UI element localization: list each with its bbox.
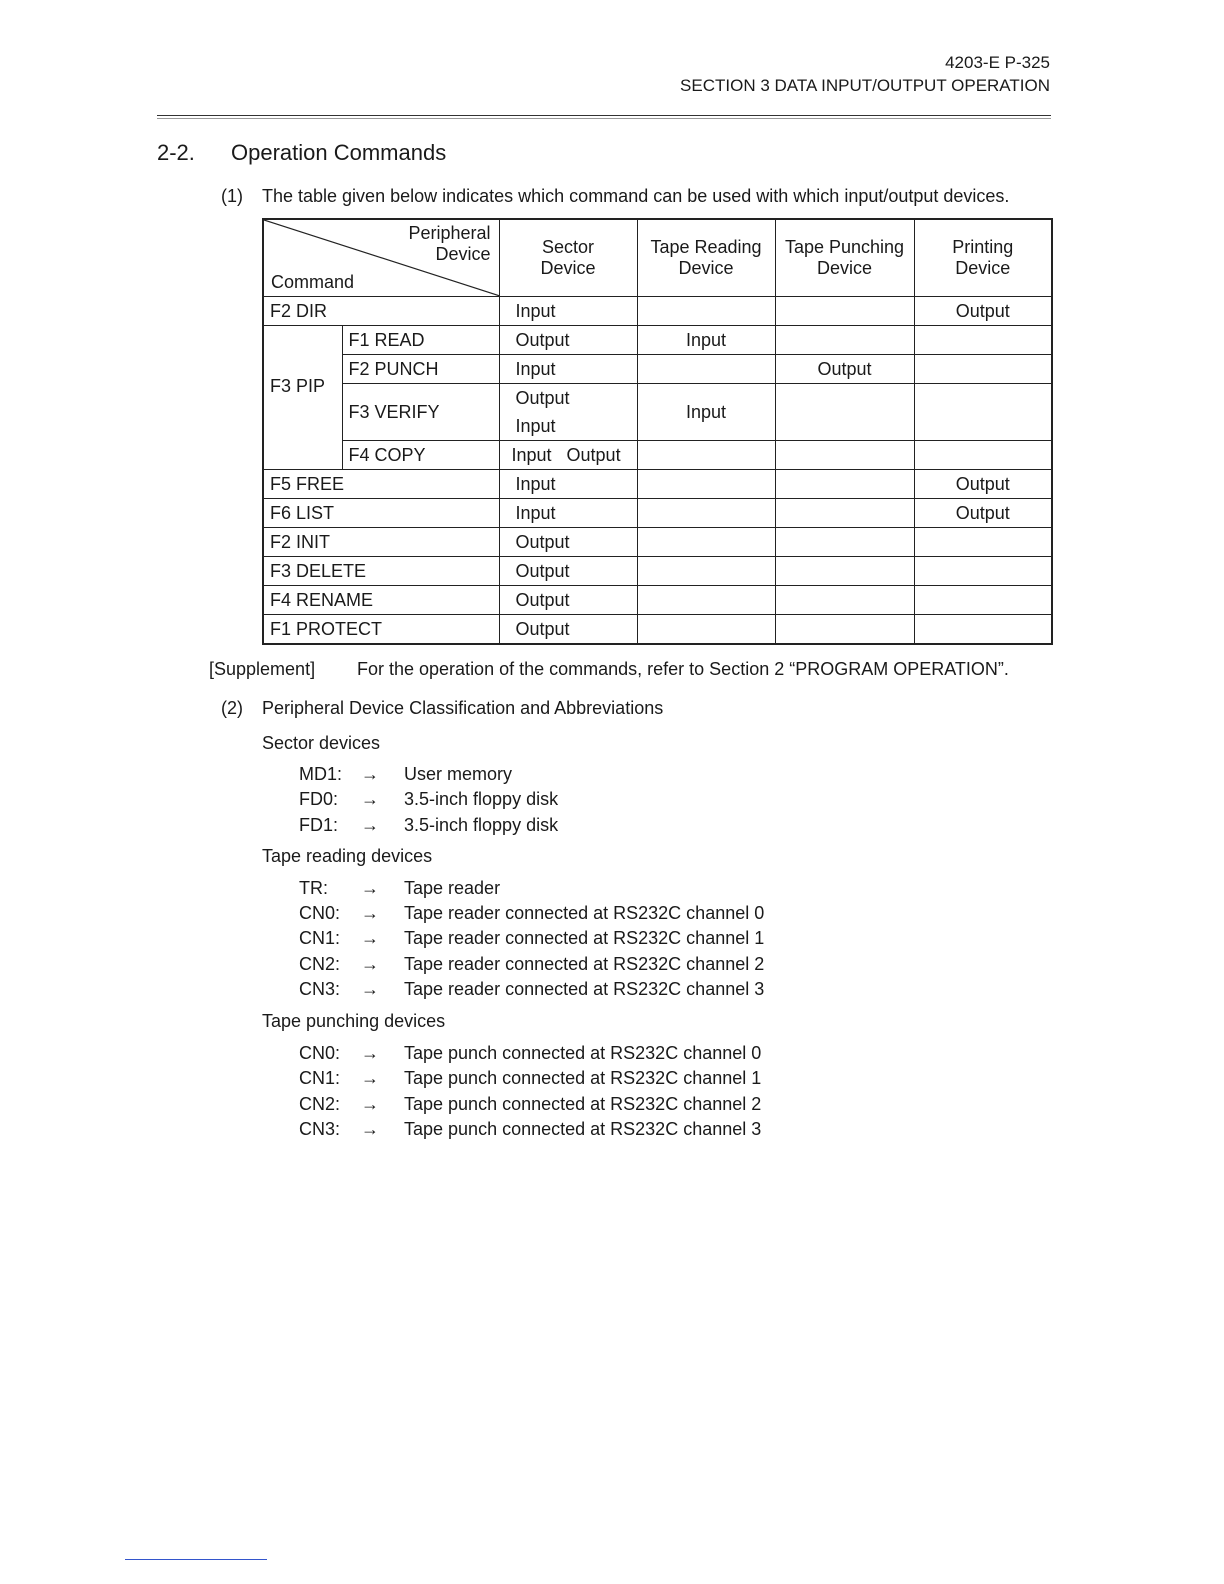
corner-command: Command bbox=[271, 272, 355, 292]
group-title-tape-reading: Tape reading devices bbox=[262, 846, 433, 866]
command-device-table bbox=[262, 218, 1053, 645]
reading-cell bbox=[637, 615, 775, 645]
table-row bbox=[263, 615, 1052, 645]
punching-cell bbox=[775, 441, 914, 470]
reading-cell bbox=[637, 355, 775, 384]
printing-cell bbox=[914, 384, 1052, 441]
device-description: Tape punch connected at RS232C channel 0 bbox=[404, 1043, 762, 1063]
arrow-icon: → bbox=[361, 1043, 379, 1063]
sub-cmd-cell: F2 PUNCH bbox=[342, 355, 499, 384]
device-description: Tape reader connected at RS232C channel 1 bbox=[404, 928, 765, 948]
reading-cell bbox=[637, 470, 775, 499]
printing-cell: Output bbox=[914, 297, 1052, 326]
table-row bbox=[263, 384, 1052, 441]
col-header-line: Device bbox=[678, 258, 734, 278]
printing-cell: Output bbox=[914, 499, 1052, 528]
reading-cell bbox=[637, 586, 775, 615]
device-description: Tape punch connected at RS232C channel 2 bbox=[404, 1094, 762, 1114]
arrow-icon: → bbox=[361, 903, 379, 923]
punching-cell bbox=[775, 528, 914, 557]
doc-reference: 4203-E P-325 bbox=[945, 53, 1050, 72]
table-row bbox=[263, 528, 1052, 557]
col-header-line: Tape Punching bbox=[784, 237, 905, 257]
col-header-line: Printing bbox=[952, 237, 1014, 257]
reading-cell: Input bbox=[637, 326, 775, 355]
device-code: CN2: bbox=[299, 1094, 341, 1114]
reading-cell: Input bbox=[637, 384, 775, 441]
device-description: Tape punch connected at RS232C channel 3 bbox=[404, 1119, 762, 1139]
device-code: CN3: bbox=[299, 979, 341, 999]
printing-cell: Output bbox=[914, 470, 1052, 499]
printing-cell bbox=[914, 528, 1052, 557]
corner-peripheral-device bbox=[408, 223, 490, 265]
printing-cell bbox=[914, 615, 1052, 645]
arrow-icon: → bbox=[361, 764, 379, 784]
table-row bbox=[263, 470, 1052, 499]
item2-text: Peripheral Device Classification and Abbreviations bbox=[262, 698, 664, 718]
sector-cell: Input bbox=[499, 355, 637, 384]
device-code: MD1: bbox=[299, 764, 343, 784]
sub-cmd-cell: F3 VERIFY bbox=[342, 384, 499, 441]
punching-cell: Output bbox=[775, 355, 914, 384]
cmd-cell: F1 PROTECT bbox=[263, 615, 499, 645]
arrow-icon: → bbox=[361, 815, 379, 835]
supplement-label: [Supplement] bbox=[209, 659, 316, 679]
arrow-icon: → bbox=[361, 954, 379, 974]
arrow-icon: → bbox=[361, 1094, 379, 1114]
device-code: CN1: bbox=[299, 1068, 341, 1088]
device-description: 3.5-inch floppy disk bbox=[404, 789, 559, 809]
pip-group-cell: F3 PIP bbox=[263, 326, 342, 470]
table-row bbox=[263, 557, 1052, 586]
reading-cell bbox=[637, 499, 775, 528]
table-header-row bbox=[263, 219, 1052, 297]
supplement-text: For the operation of the commands, refer to Section 2 “PROGRAM OPERATION”. bbox=[357, 659, 1009, 679]
arrow-icon: → bbox=[361, 928, 379, 948]
col-header-line: Sector bbox=[541, 237, 595, 257]
device-description: Tape reader bbox=[404, 878, 501, 898]
item1-number: (1) bbox=[221, 186, 243, 206]
group-title-tape-punching: Tape punching devices bbox=[262, 1011, 446, 1031]
table-corner-cell bbox=[263, 219, 499, 297]
device-description: 3.5-inch floppy disk bbox=[404, 815, 559, 835]
sector-cell: Input bbox=[499, 499, 637, 528]
device-description: Tape reader connected at RS232C channel 2 bbox=[404, 954, 765, 974]
reading-cell bbox=[637, 297, 775, 326]
sector-cell bbox=[499, 384, 637, 441]
punching-cell bbox=[775, 470, 914, 499]
device-description: User memory bbox=[404, 764, 513, 784]
sector-value: Output bbox=[515, 388, 570, 408]
corner-top-line2: Device bbox=[435, 244, 491, 264]
device-code: TR: bbox=[299, 878, 328, 898]
sub-cmd-cell: F4 COPY bbox=[342, 441, 499, 470]
reading-cell bbox=[637, 441, 775, 470]
printing-cell bbox=[914, 326, 1052, 355]
corner-top-line1: Peripheral bbox=[408, 223, 491, 243]
printing-cell bbox=[914, 557, 1052, 586]
device-description: Tape punch connected at RS232C channel 1 bbox=[404, 1068, 762, 1088]
arrow-icon: → bbox=[361, 1068, 379, 1088]
device-code: CN2: bbox=[299, 954, 341, 974]
table-row bbox=[263, 355, 1052, 384]
arrow-icon: → bbox=[361, 789, 379, 809]
cmd-cell: F6 LIST bbox=[263, 499, 499, 528]
device-code: FD0: bbox=[299, 789, 339, 809]
header-rule-secondary bbox=[157, 118, 1051, 119]
punching-cell bbox=[775, 297, 914, 326]
item2-number: (2) bbox=[221, 698, 243, 718]
col-header-line: Device bbox=[955, 258, 1011, 278]
table-row bbox=[263, 586, 1052, 615]
arrow-icon: → bbox=[361, 979, 379, 999]
cmd-cell: F2 INIT bbox=[263, 528, 499, 557]
table-row bbox=[263, 499, 1052, 528]
col-header-sector bbox=[499, 219, 637, 297]
table-row bbox=[263, 297, 1052, 326]
punching-cell bbox=[775, 499, 914, 528]
sector-cell: Input bbox=[499, 470, 637, 499]
device-description: Tape reader connected at RS232C channel 0 bbox=[404, 903, 765, 923]
device-code: CN0: bbox=[299, 903, 341, 923]
device-code: CN3: bbox=[299, 1119, 341, 1139]
reading-cell bbox=[637, 528, 775, 557]
section-header: SECTION 3 DATA INPUT/OUTPUT OPERATION bbox=[680, 76, 1050, 95]
device-code: CN0: bbox=[299, 1043, 341, 1063]
col-header-tape-punching bbox=[775, 219, 914, 297]
device-code: CN1: bbox=[299, 928, 341, 948]
header-rule bbox=[157, 115, 1051, 116]
col-header-line: Tape Reading bbox=[650, 237, 762, 257]
punching-cell bbox=[775, 586, 914, 615]
cmd-cell: F5 FREE bbox=[263, 470, 499, 499]
group-title-sector: Sector devices bbox=[262, 733, 381, 753]
punching-cell bbox=[775, 557, 914, 586]
cmd-cell: F4 RENAME bbox=[263, 586, 499, 615]
section-number: 2-2. bbox=[157, 140, 195, 165]
table-row bbox=[263, 326, 1052, 355]
col-header-line: Device bbox=[540, 258, 596, 278]
sector-cell: Output bbox=[499, 586, 637, 615]
cmd-cell: F3 DELETE bbox=[263, 557, 499, 586]
col-header-tape-reading bbox=[637, 219, 775, 297]
printing-cell bbox=[914, 586, 1052, 615]
punching-cell bbox=[775, 615, 914, 645]
sector-cell: Input bbox=[499, 297, 637, 326]
section-title: Operation Commands bbox=[231, 140, 447, 165]
table-row bbox=[263, 441, 1052, 470]
punching-cell bbox=[775, 384, 914, 441]
scan-artifact-line bbox=[125, 1559, 267, 1560]
arrow-icon: → bbox=[361, 878, 379, 898]
sector-value: Input bbox=[515, 416, 556, 436]
col-header-printing bbox=[914, 219, 1052, 297]
device-description: Tape reader connected at RS232C channel 3 bbox=[404, 979, 765, 999]
sub-cmd-cell: F1 READ bbox=[342, 326, 499, 355]
item1-text: The table given below indicates which command can be used with which input/output devices. bbox=[262, 186, 1010, 206]
sector-cell: Output bbox=[499, 528, 637, 557]
punching-cell bbox=[775, 326, 914, 355]
reading-cell bbox=[637, 557, 775, 586]
printing-cell bbox=[914, 355, 1052, 384]
sector-cell: Output bbox=[499, 326, 637, 355]
arrow-icon: → bbox=[361, 1119, 379, 1139]
sector-cell: Output bbox=[499, 557, 637, 586]
device-code: FD1: bbox=[299, 815, 339, 835]
printing-cell bbox=[914, 441, 1052, 470]
cmd-cell: F2 DIR bbox=[263, 297, 499, 326]
sector-cell: Output bbox=[499, 615, 637, 645]
col-header-line: Device bbox=[816, 258, 873, 278]
sector-cell: Input Output bbox=[499, 441, 637, 470]
